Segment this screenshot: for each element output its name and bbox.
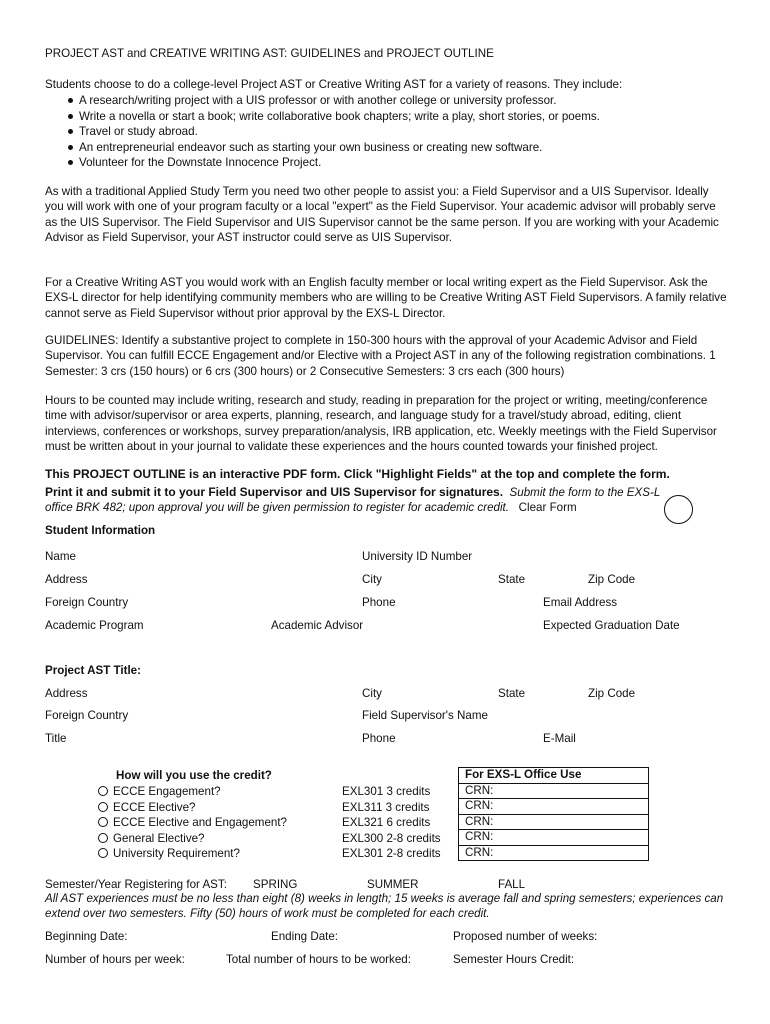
student-info-heading: Student Information [45,524,156,537]
radio-button[interactable] [98,786,108,796]
guidelines-paragraph: GUIDELINES: Identify a substantive project to complete in 150-300 hours with the approval of your Academic Advisor and Field Supervisor. You can fulfill ECCE Engagement and/or Elective with a Project AST in any of the following registration combinations. 1 Semester: 3 crs (150 hours) or 6 crs (300 hours) or 2 Consecutive Semesters: 3 crs each (300 hours) [45,334,716,378]
email-field[interactable]: Email Address [543,596,618,609]
option-label: ECCE Elective? [113,801,196,814]
office-use-header: For EXS-L Office Use [459,768,649,784]
proposed-weeks-field[interactable]: Proposed number of weeks: [453,930,598,943]
course-credits: EXL301 3 credits [342,785,431,798]
supervisor-title-field[interactable]: Title [45,732,67,745]
name-field[interactable]: Name [45,550,76,563]
creative-writing-paragraph: For a Creative Writing AST you would work with an English faculty member or local writing expert as the Field Supervisor. Ask the EXS-L director for help identifying community members who are willing to be Creative Writing AST Field Supervisors. A family relative cannot serve as Field Supervisor without prior approval by the EXS-L Director. [45,276,727,320]
radio-button[interactable] [98,848,108,858]
semester-spring-option[interactable]: SPRING [253,878,298,891]
project-foreign-country-field[interactable]: Foreign Country [45,709,129,722]
semester-hours-credit-field[interactable]: Semester Hours Credit: [453,953,575,966]
credit-option-ecce-elective[interactable] [98,800,195,815]
project-state-field[interactable]: State [498,687,526,700]
semester-fall-option[interactable]: FALL [498,878,526,891]
semester-note: All AST experiences must be no less than eight (8) weeks in length; 15 weeks is average fall and spring semesters; experiences can extend over two semesters. Fifty (50) hours of work must be completed for each credit. [45,892,724,921]
city-field[interactable]: City [362,573,382,586]
form-notice-bold: Print it and submit it to your Field Supervisor and UIS Supervisor for signatures. [45,485,504,499]
reasons-list [64,93,600,171]
list-item: Travel or study abroad. [64,124,600,140]
page-title: PROJECT AST and CREATIVE WRITING AST: GUIDELINES and PROJECT OUTLINE [45,47,494,60]
address-field[interactable]: Address [45,573,88,586]
beginning-date-field[interactable]: Beginning Date: [45,930,128,943]
course-credits: EXL321 6 credits [342,816,431,829]
radio-button[interactable] [98,833,108,843]
intro-text: Students choose to do a college-level Project AST or Creative Writing AST for a variety of reasons. They include: [45,78,623,91]
zip-field[interactable]: Zip Code [588,573,636,586]
credit-option-ecce-elective-engagement[interactable] [98,815,287,830]
radio-button[interactable] [98,817,108,827]
hours-paragraph: Hours to be counted may include writing, research and study, reading in preparation for the project or writing, meeting/conference time with advisor/supervisor or area experts, planning, research, and language study for a travel/study abroad, editing, client interviews, conferences or workshops, survey preparation/analysis, IRB application, etc. Weekly meetings with the Field Supervisor must be written about in your journal to validate these experiences and the hours counted towards your finished project. [45,394,717,454]
form-notice-italic: Submit the form to the EXS-L office BRK 482; upon approval you will be given permission to register for academic credit. [45,486,661,514]
form-notice-line1: This PROJECT OUTLINE is an interactive PDF form. Click "Highlight Fields" at the top and complete the form. [45,467,670,481]
academic-advisor-field[interactable]: Academic Advisor [271,619,364,632]
option-label: General Elective? [113,832,205,845]
clear-form-button[interactable] [664,495,693,524]
project-title-heading[interactable]: Project AST Title: [45,664,141,677]
crn-cell[interactable]: CRN: [459,830,649,846]
state-field[interactable]: State [498,573,526,586]
project-zip-field[interactable]: Zip Code [588,687,636,700]
option-label: ECCE Elective and Engagement? [113,816,288,829]
academic-program-field[interactable]: Academic Program [45,619,144,632]
list-item: Volunteer for the Downstate Innocence Project. [64,155,600,171]
office-use-table [458,767,649,861]
project-address-field[interactable]: Address [45,687,88,700]
credit-question: How will you use the credit? [116,769,272,782]
semester-label: Semester/Year Registering for AST: [45,878,227,891]
hours-per-week-field[interactable]: Number of hours per week: [45,953,185,966]
semester-summer-option[interactable]: SUMMER [367,878,419,891]
total-hours-field[interactable]: Total number of hours to be worked: [226,953,411,966]
course-credits: EXL311 3 credits [342,801,430,814]
clear-form-label[interactable]: Clear Form [518,501,577,514]
radio-button[interactable] [98,802,108,812]
option-label: University Requirement? [113,847,240,860]
form-notice [45,485,665,515]
supervisor-phone-field[interactable]: Phone [362,732,396,745]
credit-option-general-elective[interactable] [98,831,205,846]
crn-cell[interactable]: CRN: [459,814,649,830]
ending-date-field[interactable]: Ending Date: [271,930,339,943]
supervisor-email-field[interactable]: E-Mail [543,732,576,745]
project-city-field[interactable]: City [362,687,382,700]
crn-cell[interactable]: CRN: [459,783,649,799]
list-item: An entrepreneurial endeavor such as starting your own business or creating new software. [64,140,600,156]
course-credits: EXL300 2-8 credits [342,832,441,845]
university-id-field[interactable]: University ID Number [362,550,473,563]
field-supervisor-name-field[interactable]: Field Supervisor's Name [362,709,488,722]
expected-graduation-field[interactable]: Expected Graduation Date [543,619,680,632]
phone-field[interactable]: Phone [362,596,396,609]
supervisors-paragraph: As with a traditional Applied Study Term you need two other people to assist you: a Field Supervisor and a UIS Supervisor. Ideally you will work with one of your program faculty or a local "expert" as the Field Supervisor. Your academic advisor will probably serve as the UIS Supervisor. The Field Supervisor and UIS Supervisor cannot be the same person. If you are working with your Academic Advisor as Field Supervisor, your AST instructor could serve as UIS Supervisor. [45,185,719,245]
crn-cell[interactable]: CRN: [459,845,649,861]
credit-option-ecce-engagement[interactable] [98,784,221,799]
option-label: ECCE Engagement? [113,785,221,798]
foreign-country-field[interactable]: Foreign Country [45,596,129,609]
list-item: A research/writing project with a UIS professor or with another college or university professor. [64,93,600,109]
crn-cell[interactable]: CRN: [459,799,649,815]
credit-option-university-requirement[interactable] [98,846,240,861]
list-item: Write a novella or start a book; write collaborative book chapters; write a play, short stories, or poems. [64,109,600,125]
course-credits: EXL301 2-8 credits [342,847,441,860]
